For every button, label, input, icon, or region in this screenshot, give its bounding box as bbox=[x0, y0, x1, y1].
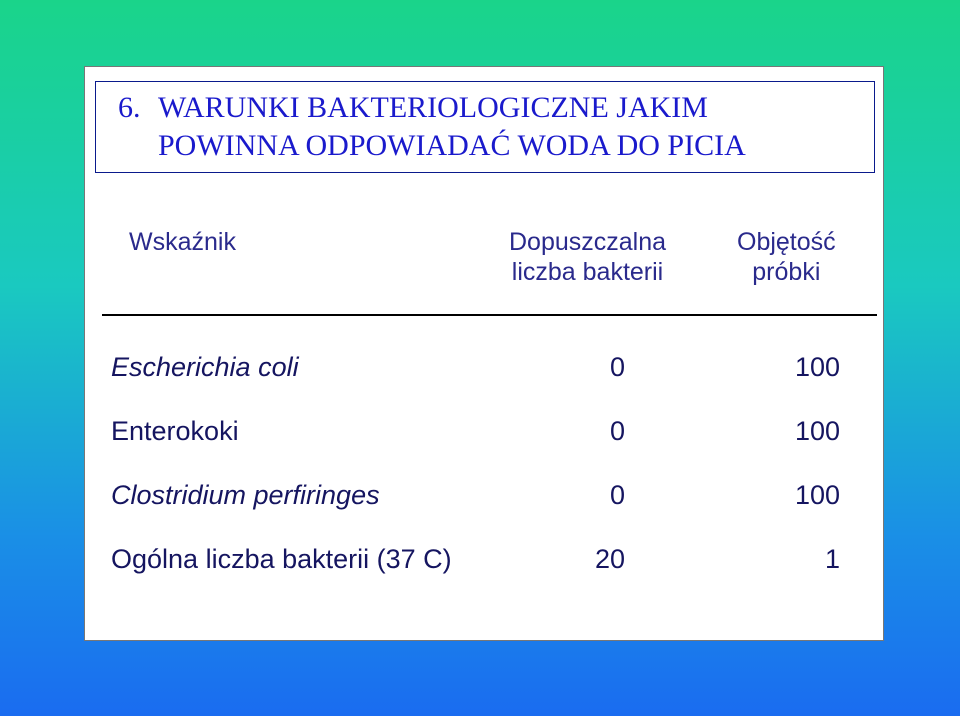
row-sample-volume: 100 bbox=[794, 480, 840, 510]
header-volume-line1: Objętość bbox=[737, 228, 836, 256]
title-box bbox=[95, 81, 875, 173]
row-sample-volume: 100 bbox=[794, 416, 840, 446]
title-line-1: WARUNKI BAKTERIOLOGICZNE JAKIM bbox=[158, 91, 708, 124]
table-row bbox=[85, 349, 885, 389]
row-sample-volume: 100 bbox=[794, 352, 840, 382]
table-row bbox=[85, 413, 885, 453]
row-allowed-count: 0 bbox=[609, 480, 625, 510]
header-indicator: Wskaźnik bbox=[129, 228, 236, 256]
title-number: 6. bbox=[118, 91, 141, 124]
header-volume-line2: próbki bbox=[752, 258, 821, 286]
title-line-2: POWINNA ODPOWIADAĆ WODA DO PICIA bbox=[158, 129, 746, 162]
header-allowed-line1: Dopuszczalna bbox=[509, 228, 667, 256]
row-indicator-name: Escherichia coli bbox=[111, 352, 299, 382]
header-allowed-line2: liczba bakterii bbox=[511, 258, 664, 286]
row-indicator-name: Ogólna liczba bakterii (37 C) bbox=[111, 544, 452, 574]
row-indicator-name: Enterokoki bbox=[111, 416, 239, 446]
slide-panel bbox=[84, 66, 884, 641]
header-sample-volume bbox=[737, 227, 836, 287]
header-divider bbox=[102, 314, 877, 316]
table-row bbox=[85, 477, 885, 517]
row-sample-volume: 1 bbox=[824, 544, 840, 574]
row-allowed-count: 0 bbox=[609, 416, 625, 446]
row-allowed-count: 0 bbox=[609, 352, 625, 382]
row-indicator-name: Clostridium perfiringes bbox=[111, 480, 380, 510]
row-allowed-count: 20 bbox=[594, 544, 625, 574]
table-row bbox=[85, 541, 885, 581]
header-allowed-count bbox=[509, 227, 666, 287]
